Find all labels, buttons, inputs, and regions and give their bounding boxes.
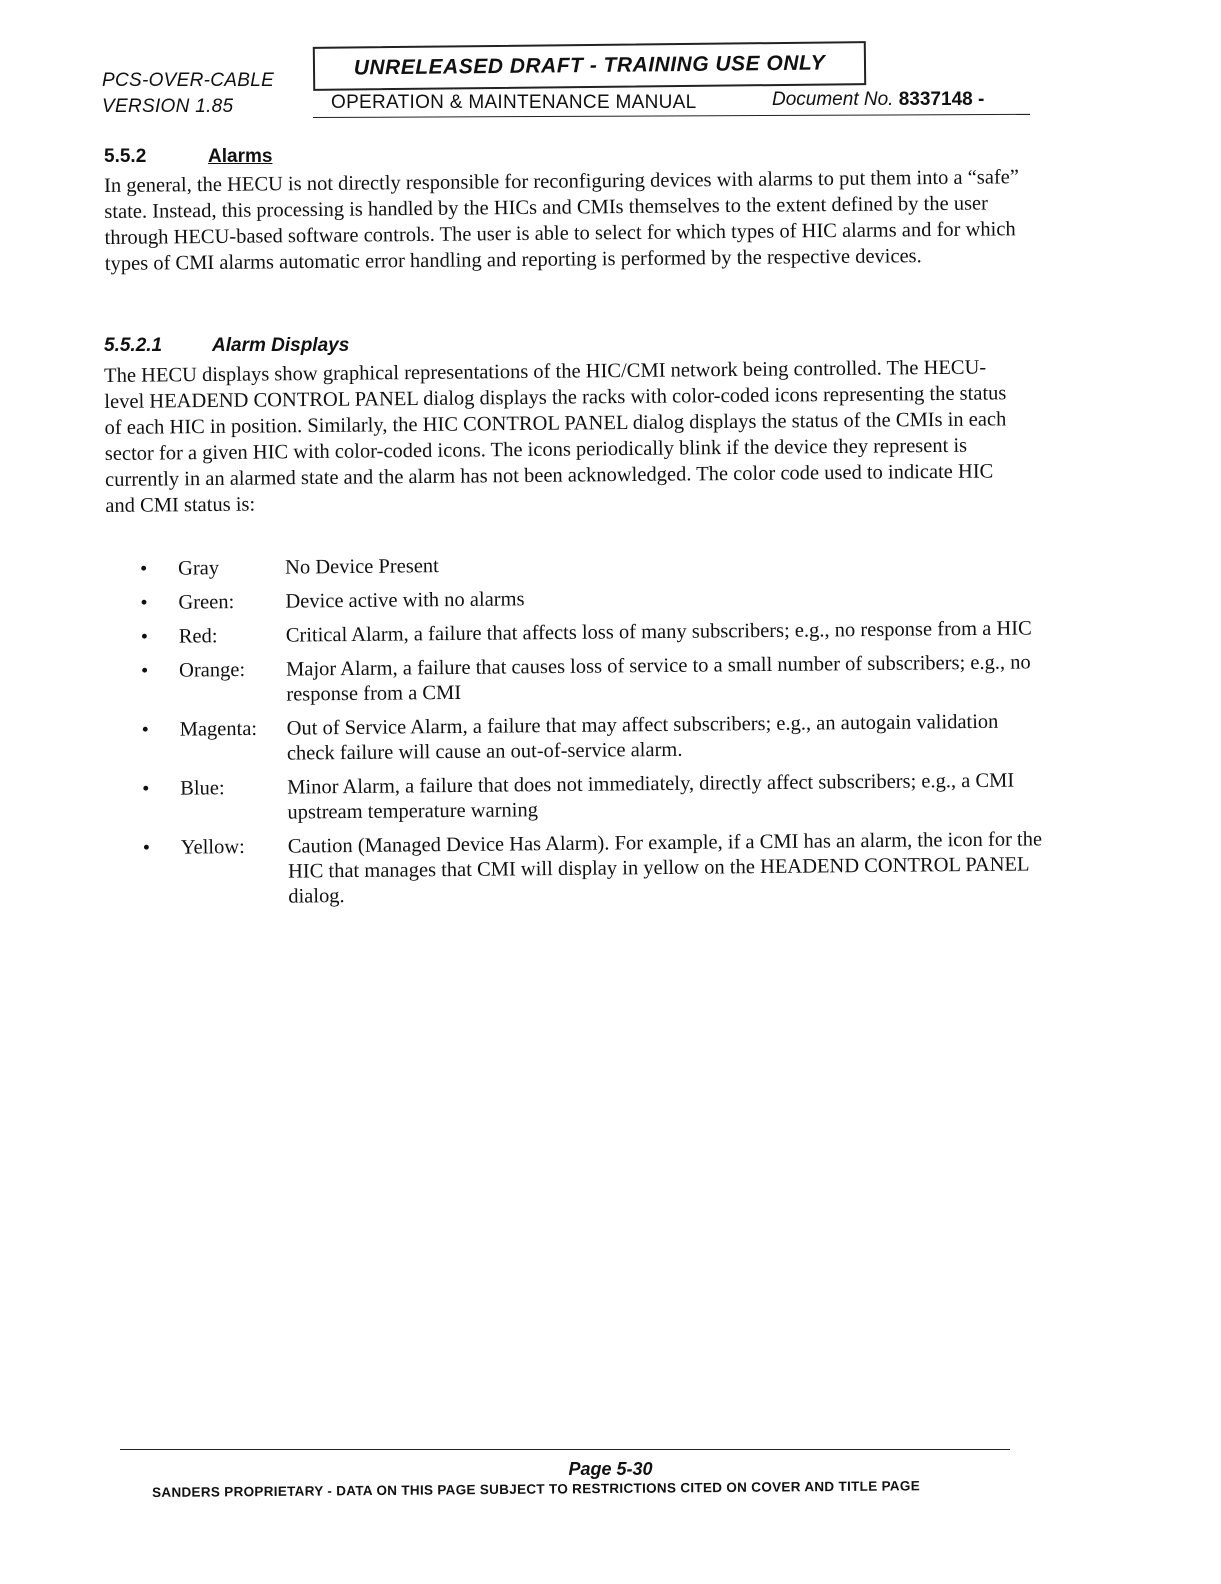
subsection-number: 5.5.2.1 bbox=[104, 335, 163, 356]
list-item bbox=[142, 709, 1042, 768]
color-term: Magenta: bbox=[179, 717, 258, 741]
doc-number-label: Document No. bbox=[772, 89, 894, 110]
draft-banner-text: UNRELEASED DRAFT - TRAINING USE ONLY bbox=[353, 51, 826, 80]
doc-number-value: 8337148 - bbox=[898, 89, 985, 110]
alarm-displays-paragraph: The HECU displays show graphical representations of the HIC/CMI network being controlled. The HECU-level HEADEND CONTROL PANEL dialog displays the racks with color-coded icons representing the status of each HIC in position. Similarly, the HIC CONTROL PANEL dialog displays the status of the CMIs in each sector for a given HIC with color-coded icons. The icons periodically blink if the device they represent is currently in an alarmed state and the alarm has not been acknowledged. The color code used to indicate HIC and CMI status is: bbox=[104, 356, 1007, 517]
list-item bbox=[143, 827, 1044, 911]
bullet-icon: • bbox=[140, 625, 149, 648]
subsection-title: Alarm Displays bbox=[212, 335, 350, 356]
bullet-icon: • bbox=[141, 718, 149, 741]
bullet-icon: • bbox=[140, 659, 149, 682]
color-term: Red: bbox=[178, 625, 218, 648]
bullet-icon: • bbox=[142, 777, 150, 800]
list-item bbox=[140, 548, 1040, 582]
list-item bbox=[140, 582, 1040, 616]
bullet-icon: • bbox=[142, 836, 151, 859]
color-description: Major Alarm, a failure that causes loss of service to a small number of subscribers; e.g., no response from a CMI bbox=[285, 651, 1031, 706]
section-title: Alarms bbox=[208, 146, 273, 167]
alarms-paragraph: In general, the HECU is not directly responsible for reconfiguring devices with alarms to put them into a “safe” state. Instead, this processing is handled by the HICs and CMIs themselves to the extent defined by the user through HECU-based software controls. The user is able to select for which types of HIC alarms and for which types of CMI alarms automatic error handling and reporting is performed by the respective devices. bbox=[104, 166, 1020, 275]
page-number: Page 5-30 bbox=[568, 1459, 653, 1479]
header-manual-title: OPERATION & MAINTENANCE MANUAL bbox=[331, 92, 697, 113]
color-description: Critical Alarm, a failure that affects loss of many subscribers; e.g., no response from a HIC bbox=[285, 617, 1032, 647]
header-document-number bbox=[772, 89, 984, 111]
color-description: Device active with no alarms bbox=[285, 588, 525, 613]
color-description: No Device Present bbox=[285, 555, 439, 579]
color-term: Green: bbox=[178, 591, 235, 614]
footer-rule bbox=[120, 1449, 1010, 1450]
draft-banner bbox=[313, 41, 866, 91]
header-rule bbox=[313, 114, 1030, 118]
color-term: Orange: bbox=[178, 658, 246, 682]
color-code-list bbox=[140, 548, 1043, 920]
list-item bbox=[141, 650, 1041, 709]
color-description: Caution (Managed Device Has Alarm). For example, if a CMI has an alarm, the icon for the HIC that manages that CMI will display in yellow on the HEADEND CONTROL PANEL dialog. bbox=[287, 828, 1043, 908]
bullet-icon: • bbox=[140, 557, 148, 580]
header-version: VERSION 1.85 bbox=[102, 96, 234, 117]
bullet-icon: • bbox=[140, 591, 148, 614]
color-term: Gray bbox=[178, 557, 220, 580]
color-term: Yellow: bbox=[180, 836, 245, 859]
list-item bbox=[141, 616, 1041, 650]
header-product: PCS-OVER-CABLE bbox=[102, 70, 275, 91]
list-item bbox=[142, 768, 1042, 827]
color-description: Out of Service Alarm, a failure that may affect subscribers; e.g., an autogain validation check failure will cause an out-of-service alarm. bbox=[286, 710, 999, 765]
color-term: Blue: bbox=[180, 777, 225, 800]
section-number: 5.5.2 bbox=[104, 146, 147, 167]
color-description: Minor Alarm, a failure that does not immediately, directly affect subscribers; e.g., a CMI upstream temperature warning bbox=[287, 769, 1015, 824]
proprietary-notice: SANDERS PROPRIETARY - DATA ON THIS PAGE SUBJECT TO RESTRICTIONS CITED ON COVER AND TITLE PAGE bbox=[152, 1478, 921, 1500]
